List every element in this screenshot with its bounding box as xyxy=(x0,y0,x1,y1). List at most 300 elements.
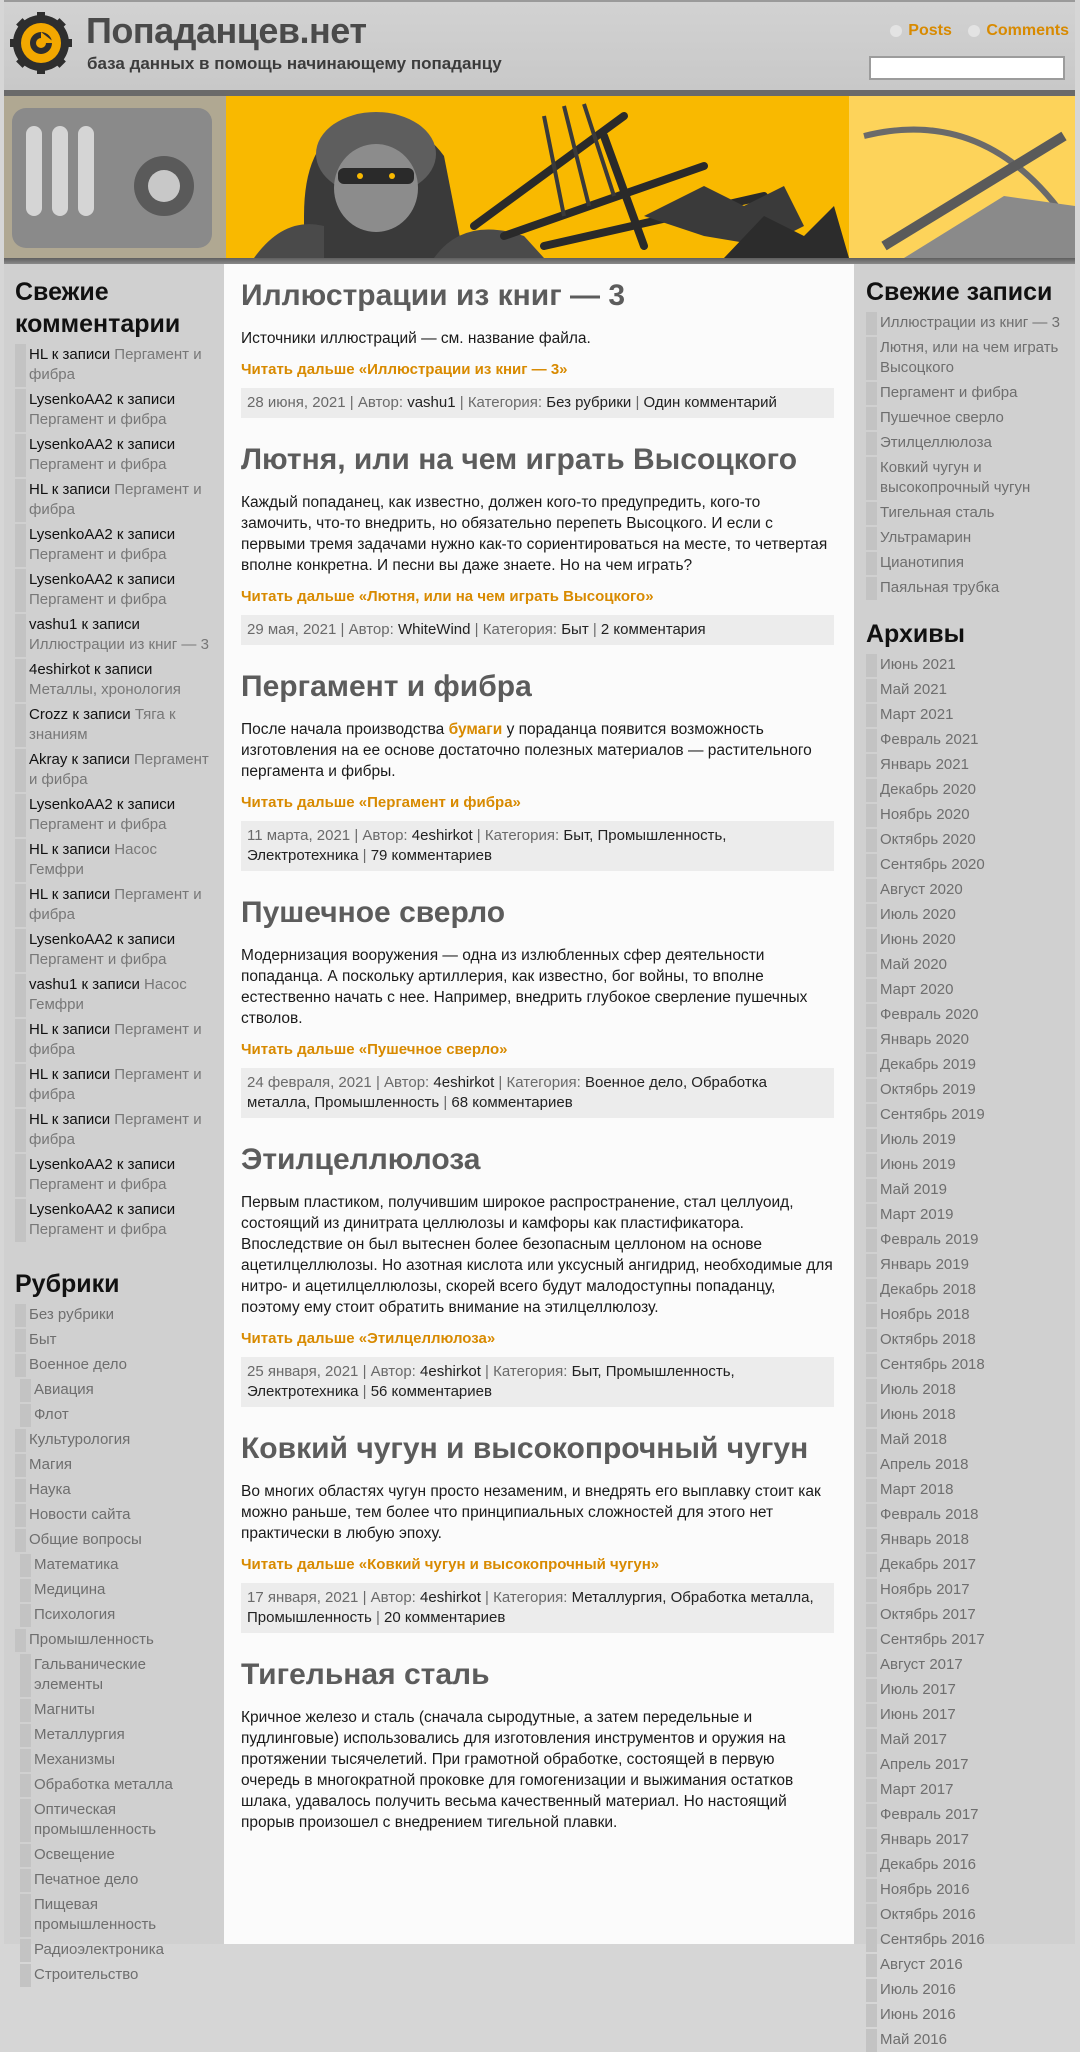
comment-sep-text: к записи xyxy=(47,886,115,903)
comment-item xyxy=(15,974,214,1017)
comment-sep-text: к записи xyxy=(89,661,153,678)
comment-item xyxy=(15,749,214,792)
author-label: Автор: xyxy=(370,1589,416,1606)
archive-item xyxy=(866,704,1065,727)
archive-item xyxy=(866,1754,1065,1777)
post xyxy=(241,669,834,871)
archive-item xyxy=(866,1404,1065,1427)
archive-link[interactable]: Октябрь 2017 xyxy=(880,1606,976,1623)
archive-link[interactable]: Июль 2018 xyxy=(880,1381,956,1398)
post-title[interactable]: Этилцеллюлоза xyxy=(241,1143,481,1176)
category-item xyxy=(20,1749,214,1772)
site-description: база данных в помощь начинающему попаданцу xyxy=(87,54,502,73)
comment-item xyxy=(15,794,214,837)
recent-post-link[interactable]: Тигельная сталь xyxy=(880,504,995,521)
post xyxy=(241,1431,834,1633)
archive-link[interactable]: Сентябрь 2020 xyxy=(880,856,985,873)
archive-link[interactable]: Март 2020 xyxy=(880,981,954,998)
comment-item xyxy=(15,1154,214,1197)
archive-item xyxy=(866,954,1065,977)
archive-link[interactable]: Декабрь 2020 xyxy=(880,781,977,798)
post-meta xyxy=(241,615,834,645)
posts-feed-link[interactable]: Posts xyxy=(908,22,952,39)
archive-item xyxy=(866,1854,1065,1877)
category-link[interactable]: Наука xyxy=(29,1481,71,1498)
meta-separator: | xyxy=(588,621,601,638)
archive-link[interactable]: Октябрь 2020 xyxy=(880,831,976,848)
category-label: Категория: xyxy=(506,1074,581,1091)
archive-link[interactable]: Январь 2018 xyxy=(880,1531,969,1548)
comment-item xyxy=(15,1109,214,1152)
archive-link[interactable]: Ноябрь 2017 xyxy=(880,1581,970,1598)
comment-author-link[interactable]: HL xyxy=(29,1066,48,1083)
comment-sep-text: к записи xyxy=(47,481,115,498)
excerpt-link[interactable]: бумаги xyxy=(448,721,503,738)
archive-item xyxy=(866,2004,1065,2027)
author-link[interactable]: WhiteWind xyxy=(397,621,471,638)
comment-post-link[interactable]: Металлы, хронология xyxy=(29,681,181,698)
meta-separator: | xyxy=(494,1074,507,1091)
comment-item xyxy=(15,344,214,387)
archive-link[interactable]: Август 2017 xyxy=(880,1656,963,1673)
category-link[interactable]: Обработка металла xyxy=(34,1776,173,1793)
recent-comments-title: Свежие комментарии xyxy=(15,278,181,338)
archive-item xyxy=(866,1829,1065,1852)
archive-item xyxy=(866,1104,1065,1127)
archive-link[interactable]: Сентябрь 2019 xyxy=(880,1106,985,1123)
category-link[interactable]: Медицина xyxy=(34,1581,106,1598)
archive-link[interactable]: Январь 2019 xyxy=(880,1256,969,1273)
archive-link[interactable]: Сентябрь 2016 xyxy=(880,1931,985,1948)
comment-post-link[interactable]: Тяга к знаниям xyxy=(29,706,176,743)
archive-item xyxy=(866,1329,1065,1352)
archive-link[interactable]: Июнь 2018 xyxy=(880,1406,956,1423)
comments-link[interactable]: 56 комментариев xyxy=(370,1383,492,1400)
recent-post-link[interactable]: Ультрамарин xyxy=(880,529,972,546)
archive-link[interactable]: Март 2017 xyxy=(880,1781,954,1798)
category-item xyxy=(15,1454,214,1477)
category-item xyxy=(15,1429,214,1452)
post-title[interactable]: Иллюстрации из книг — 3 xyxy=(241,279,626,312)
category-link[interactable]: Гальванические элементы xyxy=(34,1656,146,1693)
read-more-link[interactable]: Читать дальше «Иллюстрации из книг — 3» xyxy=(241,361,568,378)
comment-sep-text: к записи xyxy=(112,796,176,813)
archive-link[interactable]: Февраль 2019 xyxy=(880,1231,979,1248)
post-title[interactable]: Пергамент и фибра xyxy=(241,670,532,703)
category-link[interactable]: Пищевая промышленность xyxy=(34,1896,157,1933)
rss-comments-icon xyxy=(968,25,980,37)
category-link[interactable]: Радиоэлектроника xyxy=(34,1941,164,1958)
archive-link[interactable]: Май 2021 xyxy=(880,681,947,698)
comment-post-link[interactable]: Пергамент и фибра xyxy=(29,481,202,518)
recent-post-item xyxy=(866,577,1065,600)
recent-post-item xyxy=(866,312,1065,335)
comment-item xyxy=(15,1199,214,1242)
category-link[interactable]: Военное дело xyxy=(29,1356,127,1373)
comments-link[interactable]: 2 комментария xyxy=(600,621,706,638)
recent-post-link[interactable]: Пергамент и фибра xyxy=(880,384,1018,401)
meta-separator: | xyxy=(480,1589,494,1606)
comment-author-link[interactable]: LysenkoAA2 xyxy=(29,796,113,813)
author-link[interactable]: 4eshirkot xyxy=(411,827,473,844)
recent-comments-list xyxy=(15,344,214,1242)
category-link[interactable]: Освещение xyxy=(34,1846,115,1863)
comments-link[interactable]: 20 комментариев xyxy=(384,1609,506,1626)
archive-link[interactable]: Июнь 2019 xyxy=(880,1156,956,1173)
comments-link[interactable]: 79 комментариев xyxy=(370,847,492,864)
author-label: Автор: xyxy=(357,394,404,411)
comment-author-link[interactable]: HL xyxy=(29,346,48,363)
author-link[interactable]: vashu1 xyxy=(407,394,456,411)
archive-link[interactable]: Июнь 2017 xyxy=(880,1706,956,1723)
meta-separator: | xyxy=(472,827,485,844)
post-title[interactable]: Пушечное сверло xyxy=(241,896,506,929)
archive-item xyxy=(866,1179,1065,1202)
comment-post-link[interactable]: Пергамент и фибра xyxy=(29,816,167,833)
right-sidebar xyxy=(854,264,1075,2048)
comment-author-link[interactable]: LysenkoAA2 xyxy=(29,436,113,453)
recent-post-link[interactable]: Этилцеллюлоза xyxy=(880,434,992,451)
recent-post-item xyxy=(866,527,1065,550)
archive-link[interactable]: Октябрь 2018 xyxy=(880,1331,976,1348)
archive-link[interactable]: Апрель 2017 xyxy=(880,1756,969,1773)
archive-link[interactable]: Декабрь 2016 xyxy=(880,1856,977,1873)
rss-posts-icon xyxy=(890,25,902,37)
comment-author-link[interactable]: LysenkoAA2 xyxy=(29,931,113,948)
archive-item xyxy=(866,1779,1065,1802)
recent-post-item xyxy=(866,457,1065,500)
comment-item xyxy=(15,479,214,522)
site-title[interactable]: Попаданцев.нет xyxy=(86,10,367,51)
archives-list xyxy=(866,654,1065,2052)
category-link[interactable]: Печатное дело xyxy=(34,1871,139,1888)
comment-post-link[interactable]: Пергамент и фибра xyxy=(29,951,167,968)
comment-post-link[interactable]: Пергамент и фибра xyxy=(29,346,202,383)
comments-link[interactable]: Один комментарий xyxy=(643,394,777,411)
comment-author-link[interactable]: LysenkoAA2 xyxy=(29,526,113,543)
comment-item xyxy=(15,1019,214,1062)
comments-link[interactable]: 68 комментариев xyxy=(451,1094,573,1111)
archive-link[interactable]: Июль 2017 xyxy=(880,1681,956,1698)
archive-link[interactable]: Октябрь 2019 xyxy=(880,1081,976,1098)
archive-link[interactable]: Февраль 2017 xyxy=(880,1806,979,1823)
comment-post-link[interactable]: Пергамент и фибра xyxy=(29,886,202,923)
comment-author-link[interactable]: LysenkoAA2 xyxy=(29,1201,113,1218)
category-link[interactable]: Культурология xyxy=(29,1431,131,1448)
comment-post-link[interactable]: Пергамент и фибра xyxy=(29,1176,167,1193)
comment-author-link[interactable]: HL xyxy=(29,481,48,498)
comment-author-link[interactable]: LysenkoAA2 xyxy=(29,1156,113,1173)
author-label: Автор: xyxy=(348,621,394,638)
comment-item xyxy=(15,839,214,882)
archive-link[interactable]: Июнь 2021 xyxy=(880,656,956,673)
archive-link[interactable]: Июнь 2016 xyxy=(880,2006,956,2023)
category-link[interactable]: Психология xyxy=(34,1606,116,1623)
archive-item xyxy=(866,754,1065,777)
comment-author-link[interactable]: vashu1 xyxy=(29,616,78,633)
archive-link[interactable]: Октябрь 2016 xyxy=(880,1906,976,1923)
archive-item xyxy=(866,1879,1065,1902)
recent-post-item xyxy=(866,432,1065,455)
category-item xyxy=(20,1894,214,1937)
post-title[interactable]: Тигельная сталь xyxy=(241,1658,490,1691)
comment-post-link[interactable]: Насос Гемфри xyxy=(29,976,187,1013)
post xyxy=(241,1657,834,1833)
archive-link[interactable]: Февраль 2020 xyxy=(880,1006,979,1023)
search-input[interactable] xyxy=(869,56,1065,80)
archive-link[interactable]: Февраль 2021 xyxy=(880,731,979,748)
post-date: 11 марта, 2021 xyxy=(247,827,351,844)
meta-separator: | xyxy=(358,1363,371,1380)
read-more-link[interactable]: Читать дальше «Лютня, или на чем играть Высоцкого» xyxy=(241,588,654,605)
comment-item xyxy=(15,524,214,567)
category-link[interactable]: Без рубрики xyxy=(29,1306,114,1323)
archive-link[interactable]: Май 2016 xyxy=(880,2031,947,2048)
author-link[interactable]: 4eshirkot xyxy=(433,1074,495,1091)
comment-post-link[interactable]: Пергамент и фибра xyxy=(29,1066,202,1103)
comment-sep-text: к записи xyxy=(47,1066,115,1083)
comment-item xyxy=(15,569,214,612)
recent-posts-title: Свежие записи xyxy=(866,278,1053,306)
archive-link[interactable]: Август 2020 xyxy=(880,881,963,898)
archive-item xyxy=(866,1154,1065,1177)
comment-post-link[interactable]: Пергамент и фибра xyxy=(29,1021,202,1058)
comment-post-link[interactable]: Пергамент и фибра xyxy=(29,1221,167,1238)
recent-post-link[interactable]: Лютня, или на чем играть Высоцкого xyxy=(880,339,1059,376)
feed-links xyxy=(890,22,1069,40)
post-excerpt: Модернизация вооружения — одна из излюбленных сфер деятельности попаданца. А поскольку артиллерия, как известно, бог войны, то вполне естественно начать с нее. Например, внедрить глубокое сверление пушечных стволов. xyxy=(241,947,808,1027)
category-link[interactable]: Механизмы xyxy=(34,1751,115,1768)
archive-link[interactable]: Апрель 2018 xyxy=(880,1456,969,1473)
post-excerpt: Каждый попаданец, как известно, должен кого-то предупредить, кого-то замочить, что-то внедрить, но обязательно перепеть Высоцкого. И если с первыми тремя задачами нужно как-то сориентироваться на месте, то четвертая вполне конкретна. И песни вы даже знаете. Но на чем играть? xyxy=(241,494,828,574)
archive-link[interactable]: Март 2019 xyxy=(880,1206,954,1223)
comment-author-link[interactable]: Crozz xyxy=(29,706,69,723)
recent-posts-list xyxy=(866,312,1065,600)
site-logo-icon[interactable] xyxy=(10,12,72,74)
archive-link[interactable]: Июль 2016 xyxy=(880,1981,956,1998)
category-label: Категория: xyxy=(467,394,543,411)
archive-item xyxy=(866,979,1065,1002)
post-categories-link[interactable]: Быт xyxy=(561,621,589,638)
comment-author-link[interactable]: LysenkoAA2 xyxy=(29,391,113,408)
post-title[interactable]: Ковкий чугун и высокопрочный чугун xyxy=(241,1432,809,1465)
category-item xyxy=(15,1304,214,1327)
meta-separator: | xyxy=(350,827,363,844)
category-label: Категория: xyxy=(482,621,558,638)
meta-separator: | xyxy=(336,621,349,638)
archive-item xyxy=(866,1604,1065,1627)
archive-item xyxy=(866,1954,1065,1977)
category-link[interactable]: Авиация xyxy=(34,1381,94,1398)
category-item xyxy=(20,1724,214,1747)
comment-sep-text: к записи xyxy=(47,1021,115,1038)
archive-item xyxy=(866,1254,1065,1277)
post-categories-link[interactable]: Без рубрики xyxy=(546,394,632,411)
archive-link[interactable]: Август 2016 xyxy=(880,1956,963,1973)
author-link[interactable]: 4eshirkot xyxy=(420,1363,481,1380)
comment-post-link[interactable]: Пергамент и фибра xyxy=(29,591,167,608)
meta-separator: | xyxy=(358,1589,371,1606)
post-categories-link[interactable]: Быт, Промышленность, Электротехника xyxy=(247,827,727,864)
post-categories-link[interactable]: Металлургия, Обработка металла, Промышленность xyxy=(247,1589,814,1626)
archive-link[interactable]: Январь 2020 xyxy=(880,1031,969,1048)
archive-item xyxy=(866,1029,1065,1052)
comment-post-link[interactable]: Иллюстрации из книг — 3 xyxy=(29,636,209,653)
recent-post-link[interactable]: Пушечное сверло xyxy=(880,409,1004,426)
recent-post-item xyxy=(866,337,1065,380)
comment-sep-text: к записи xyxy=(77,616,140,633)
archive-item xyxy=(866,1079,1065,1102)
archive-link[interactable]: Сентябрь 2017 xyxy=(880,1631,985,1648)
archive-link[interactable]: Январь 2021 xyxy=(880,756,969,773)
archive-link[interactable]: Май 2019 xyxy=(880,1181,947,1198)
comment-post-link[interactable]: Пергамент и фибра xyxy=(29,411,167,428)
archive-link[interactable]: Март 2021 xyxy=(880,706,954,723)
comment-author-link[interactable]: HL xyxy=(29,841,48,858)
archive-item xyxy=(866,1529,1065,1552)
recent-post-link[interactable]: Иллюстрации из книг — 3 xyxy=(880,314,1060,331)
comment-post-link[interactable]: Пергамент и фибра xyxy=(29,546,167,563)
archive-item xyxy=(866,1629,1065,1652)
post-excerpt: Кричное железо и сталь (сначала сыродутные, а затем передельные и пудлинговые) использовались для изготовления инструментов и оружия на протяжении тысячелетий. При грамотной обработке, состоящей в первую очередь в многократной проковке для гомогенизации и выжимания остатков шлака, удавалось получить весьма качественный материал. Но настоящий прорыв произошел с внедрением тигельной плавки. xyxy=(241,1709,794,1831)
archive-item xyxy=(866,1429,1065,1452)
archive-item xyxy=(866,729,1065,752)
comment-author-link[interactable]: vashu1 xyxy=(29,976,78,993)
comment-item xyxy=(15,1064,214,1107)
archive-link[interactable]: Июнь 2020 xyxy=(880,931,956,948)
comment-post-link[interactable]: Пергамент и фибра xyxy=(29,751,209,788)
recent-post-link[interactable]: Паяльная трубка xyxy=(880,579,1000,596)
archive-item xyxy=(866,1204,1065,1227)
meta-separator: | xyxy=(358,847,371,864)
recent-post-item xyxy=(866,382,1065,405)
archives-title: Архивы xyxy=(866,620,965,648)
post-date: 24 февраля, 2021 xyxy=(247,1074,372,1091)
archive-item xyxy=(866,1479,1065,1502)
category-link[interactable]: Строительство xyxy=(34,1966,139,1983)
comment-sep-text: к записи xyxy=(112,571,176,588)
post-date: 25 января, 2021 xyxy=(247,1363,359,1380)
comment-author-link[interactable]: Akray xyxy=(29,751,68,768)
archive-link[interactable]: Ноябрь 2018 xyxy=(880,1306,970,1323)
main-content xyxy=(224,264,854,1944)
category-item xyxy=(15,1354,214,1377)
recent-post-link[interactable]: Цианотипия xyxy=(880,554,964,571)
post-meta xyxy=(241,821,834,871)
archive-link[interactable]: Июль 2020 xyxy=(880,906,956,923)
archive-link[interactable]: Сентябрь 2018 xyxy=(880,1356,985,1373)
archive-item xyxy=(866,1504,1065,1527)
comments-feed-link[interactable]: Comments xyxy=(986,22,1069,39)
archive-link[interactable]: Май 2020 xyxy=(880,956,947,973)
comment-item xyxy=(15,434,214,477)
comment-sep-text: к записи xyxy=(112,1201,176,1218)
archive-link[interactable]: Февраль 2018 xyxy=(880,1506,979,1523)
comment-author-link[interactable]: HL xyxy=(29,886,48,903)
comment-sep-text: к записи xyxy=(47,841,115,858)
post-categories-link[interactable]: Быт, Промышленность, Электротехника xyxy=(247,1363,735,1400)
category-item xyxy=(15,1329,214,1352)
comment-post-link[interactable]: Пергамент и фибра xyxy=(29,1111,202,1148)
post-categories-link[interactable]: Военное дело, Обработка металла, Промышленность xyxy=(247,1074,767,1111)
comment-author-link[interactable]: LysenkoAA2 xyxy=(29,571,113,588)
comment-sep-text: к записи xyxy=(47,1111,115,1128)
archive-link[interactable]: Декабрь 2018 xyxy=(880,1281,977,1298)
archive-link[interactable]: Май 2017 xyxy=(880,1731,947,1748)
read-more-link[interactable]: Читать дальше «Этилцеллюлоза» xyxy=(241,1330,496,1347)
category-link[interactable]: Промышленность xyxy=(29,1631,154,1648)
comment-item xyxy=(15,929,214,972)
post xyxy=(241,1142,834,1407)
author-link[interactable]: 4eshirkot xyxy=(420,1589,481,1606)
category-link[interactable]: Оптическая промышленность xyxy=(34,1801,157,1838)
post-date: 28 июня, 2021 xyxy=(247,394,346,411)
meta-separator: | xyxy=(480,1363,494,1380)
category-link[interactable]: Математика xyxy=(34,1556,119,1573)
archive-link[interactable]: Декабрь 2019 xyxy=(880,1056,977,1073)
archive-link[interactable]: Январь 2017 xyxy=(880,1831,969,1848)
archive-link[interactable]: Декабрь 2017 xyxy=(880,1556,977,1573)
category-link[interactable]: Магия xyxy=(29,1456,72,1473)
archive-item xyxy=(866,1004,1065,1027)
category-link[interactable]: Быт xyxy=(29,1331,57,1348)
page xyxy=(4,0,1075,2048)
category-item xyxy=(20,1404,214,1427)
category-item xyxy=(15,1479,214,1502)
archive-link[interactable]: Ноябрь 2020 xyxy=(880,806,970,823)
recent-post-link[interactable]: Ковкий чугун и высокопрочный чугун xyxy=(880,459,1031,496)
read-more-link[interactable]: Читать дальше «Пушечное сверло» xyxy=(241,1041,508,1058)
archive-item xyxy=(866,1704,1065,1727)
archive-link[interactable]: Июль 2019 xyxy=(880,1131,956,1148)
archive-link[interactable]: Май 2018 xyxy=(880,1431,947,1448)
category-link[interactable]: Магниты xyxy=(34,1701,95,1718)
category-link[interactable]: Флот xyxy=(34,1406,69,1423)
archive-item xyxy=(866,1554,1065,1577)
category-item xyxy=(15,1504,214,1527)
category-link[interactable]: Металлургия xyxy=(34,1726,125,1743)
archive-item xyxy=(866,1304,1065,1327)
read-more-link[interactable]: Читать дальше «Ковкий чугун и высокопрочный чугун» xyxy=(241,1556,660,1573)
archive-item xyxy=(866,1454,1065,1477)
category-link[interactable]: Новости сайта xyxy=(29,1506,131,1523)
category-item xyxy=(20,1554,214,1577)
archive-item xyxy=(866,1229,1065,1252)
category-link[interactable]: Общие вопросы xyxy=(29,1531,142,1548)
meta-separator: | xyxy=(371,1609,385,1626)
archive-item xyxy=(866,779,1065,802)
archive-item xyxy=(866,854,1065,877)
category-item xyxy=(20,1774,214,1797)
meta-separator: | xyxy=(371,1074,385,1091)
comment-post-link[interactable]: Насос Гемфри xyxy=(29,841,157,878)
archive-item xyxy=(866,904,1065,927)
comment-author-link[interactable]: HL xyxy=(29,1111,48,1128)
archive-item xyxy=(866,654,1065,677)
comment-author-link[interactable]: HL xyxy=(29,1021,48,1038)
category-item xyxy=(15,1529,214,1552)
read-more-link[interactable]: Читать дальше «Пергамент и фибра» xyxy=(241,794,521,811)
comment-post-link[interactable]: Пергамент и фибра xyxy=(29,456,167,473)
author-label: Автор: xyxy=(370,1363,416,1380)
archive-link[interactable]: Ноябрь 2016 xyxy=(880,1881,970,1898)
comment-author-link[interactable]: 4eshirkot xyxy=(29,661,90,678)
archive-link[interactable]: Март 2018 xyxy=(880,1481,954,1498)
post-title[interactable]: Лютня, или на чем играть Высоцкого xyxy=(241,443,798,476)
comment-sep-text: к записи xyxy=(112,931,176,948)
comment-sep-text: к записи xyxy=(112,526,176,543)
comment-sep-text: к записи xyxy=(112,391,176,408)
